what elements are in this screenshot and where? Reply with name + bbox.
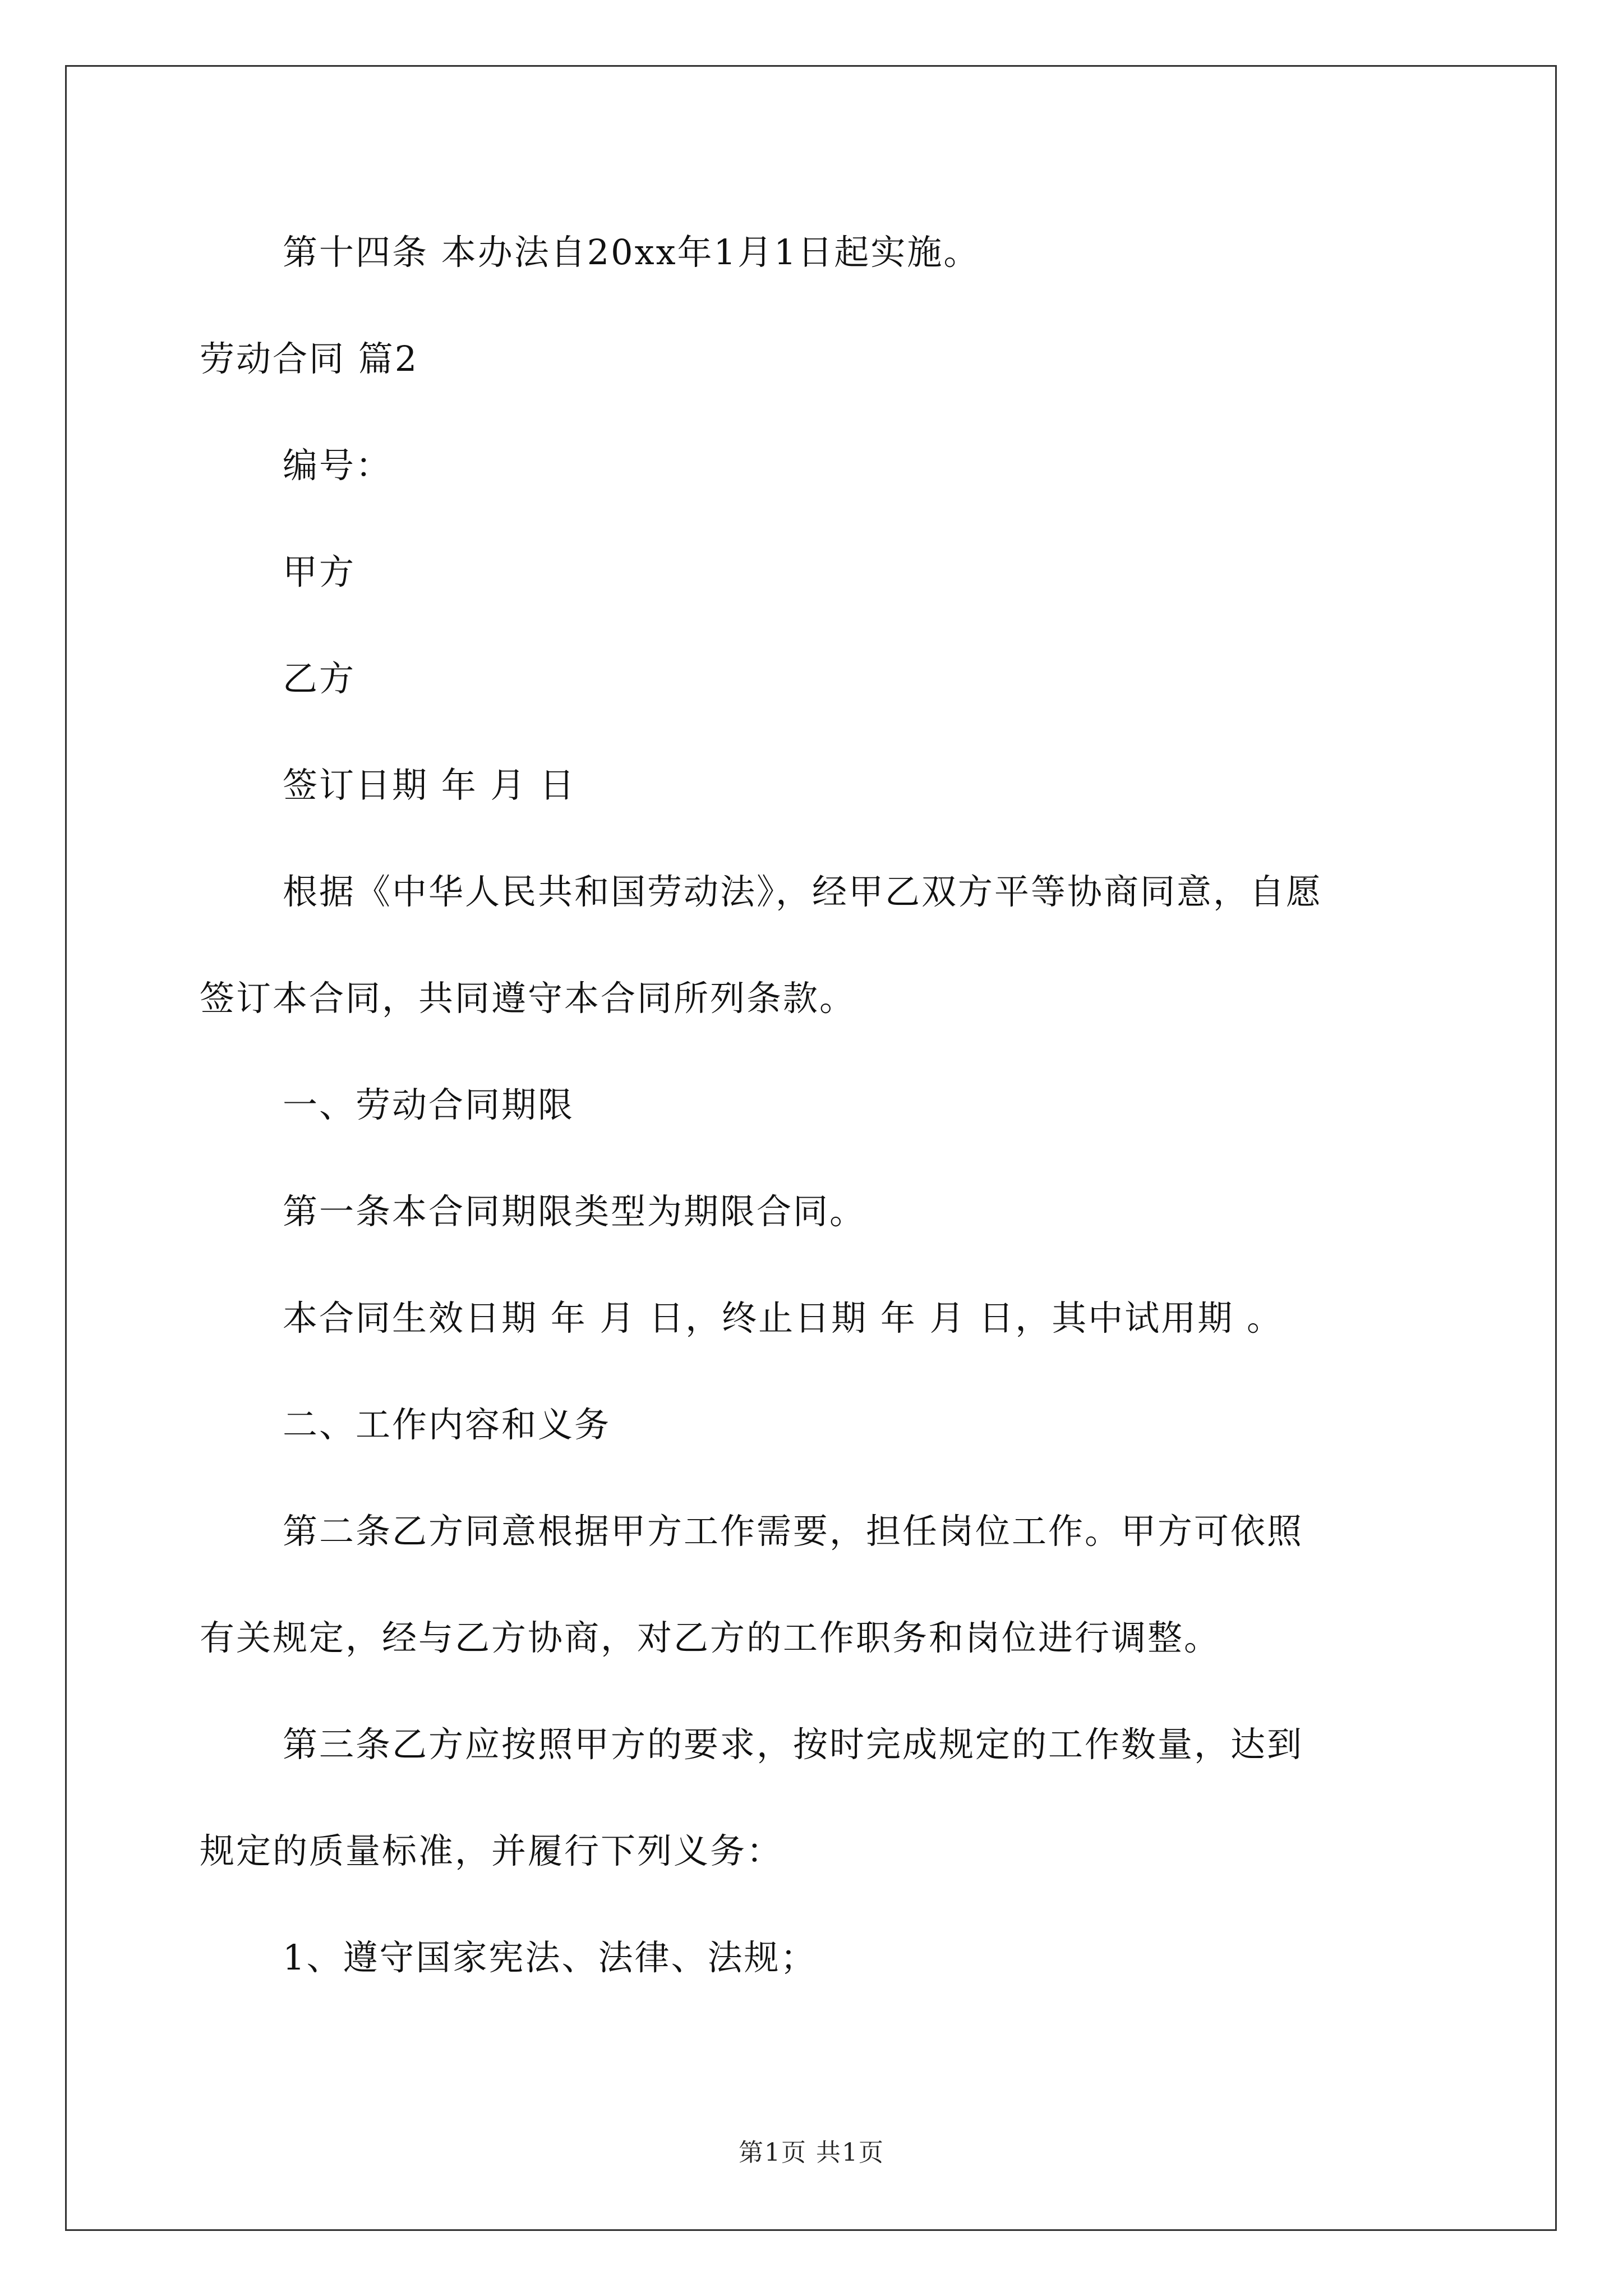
article-2-line-2: 有关规定，经与乙方协商，对乙方的工作职务和岗位进行调整。 bbox=[200, 1617, 1221, 1658]
preamble-line-1: 根据《中华人民共和国劳动法》，经甲乙双方平等协商同意，自愿 bbox=[283, 871, 1323, 912]
article-3-line-2: 规定的质量标准，并履行下列义务： bbox=[200, 1830, 783, 1871]
party-b-label: 乙方 bbox=[283, 658, 356, 699]
effective-date-line: 本合同生效日期 年 月 日，终止日期 年 月 日，其中试用期 。 bbox=[283, 1297, 1283, 1338]
article-14-line: 第十四条 本办法自20xx年1月1日起实施。 bbox=[283, 232, 980, 273]
preamble-line-2: 签订本合同，共同遵守本合同所列条款。 bbox=[200, 978, 856, 1019]
heading-contract-term: 一、劳动合同期限 bbox=[283, 1084, 575, 1125]
contract-number-label: 编号： bbox=[283, 445, 393, 486]
obligation-item-1: 1、遵守国家宪法、法律、法规； bbox=[283, 1937, 817, 1978]
article-2-line-1: 第二条乙方同意根据甲方工作需要，担任岗位工作。甲方可依照 bbox=[283, 1511, 1304, 1552]
signing-date-line: 签订日期 年 月 日 bbox=[283, 765, 577, 806]
section-title: 劳动合同 篇2 bbox=[200, 338, 419, 379]
page-footer: 第1页 共1页 bbox=[739, 2138, 884, 2167]
page-frame bbox=[65, 65, 1557, 2231]
article-1-line: 第一条本合同期限类型为期限合同。 bbox=[283, 1191, 866, 1232]
article-3-line-1: 第三条乙方应按照甲方的要求，按时完成规定的工作数量，达到 bbox=[283, 1724, 1304, 1765]
party-a-label: 甲方 bbox=[283, 551, 356, 592]
heading-work-content: 二、工作内容和义务 bbox=[283, 1404, 611, 1445]
